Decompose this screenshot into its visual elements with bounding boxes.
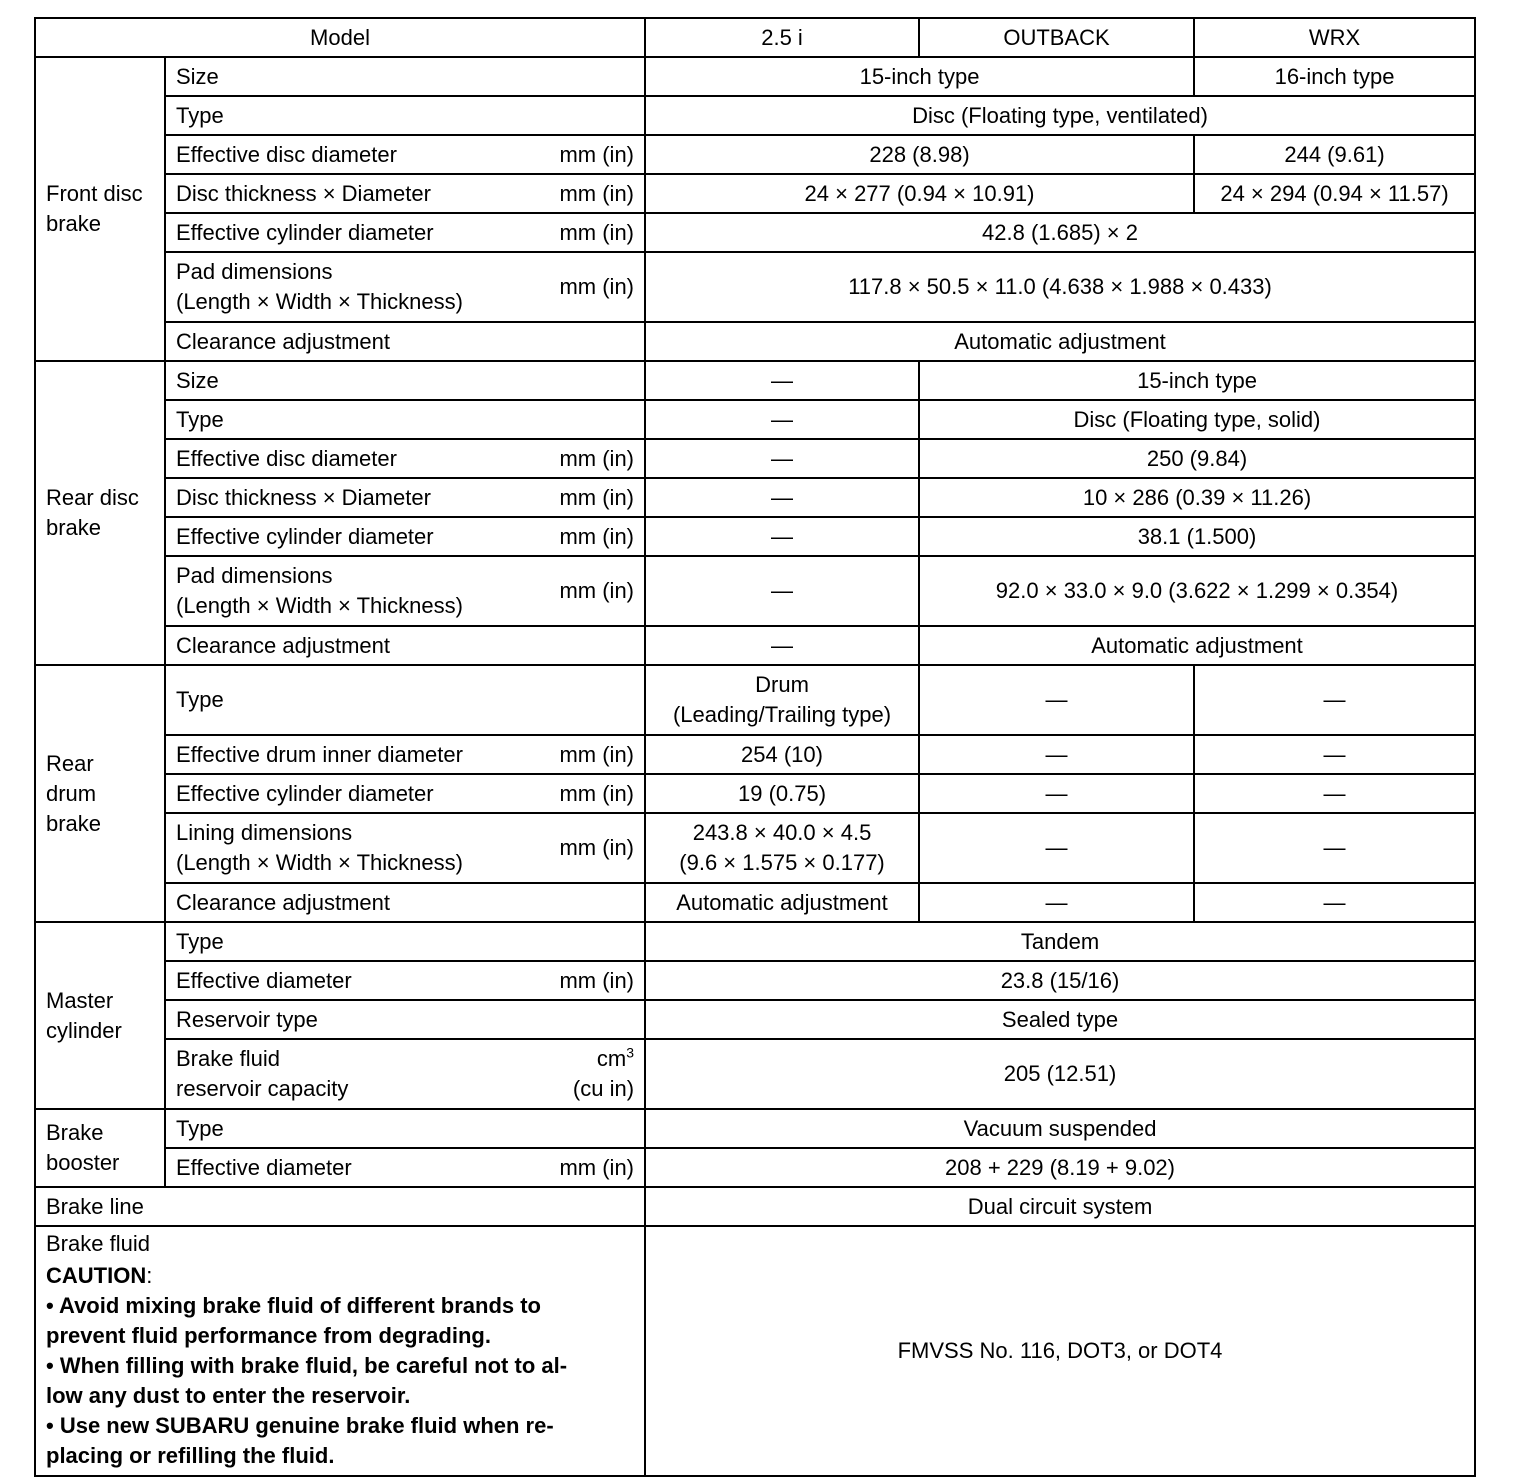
col-header-2-5i: 2.5 i bbox=[645, 18, 919, 57]
dash-cell: — bbox=[645, 439, 919, 478]
table-row bbox=[35, 322, 1475, 361]
item-label-text: reservoir capacity bbox=[176, 1076, 349, 1101]
caution-colon: : bbox=[146, 1263, 153, 1288]
value-cell bbox=[645, 665, 919, 735]
unit-label: mm (in) bbox=[559, 274, 635, 299]
dash-cell: — bbox=[645, 626, 919, 665]
item-label: Clearance adjustment bbox=[165, 883, 645, 922]
table-row bbox=[35, 883, 1475, 922]
dash-cell: — bbox=[645, 517, 919, 556]
group-brake-booster bbox=[35, 1109, 165, 1187]
value-cell: Dual circuit system bbox=[645, 1187, 1475, 1226]
item-label: Clearance adjustment bbox=[165, 626, 645, 665]
table-row bbox=[35, 478, 1475, 517]
caution-title bbox=[46, 1261, 634, 1291]
group-rear-disc-brake: Rear disc brake bbox=[35, 361, 165, 665]
unit-label: mm (in) bbox=[559, 219, 635, 245]
item-label-text: Effective cylinder diameter bbox=[176, 523, 434, 549]
brake-specifications-table bbox=[34, 17, 1476, 1477]
dash-cell: — bbox=[1194, 665, 1475, 735]
value-cell: 24 × 277 (0.94 × 10.91) bbox=[645, 174, 1194, 213]
value-cell: Tandem bbox=[645, 922, 1475, 961]
dash-cell: — bbox=[919, 774, 1194, 813]
table-row bbox=[35, 735, 1475, 774]
value-line: 243.8 × 40.0 × 4.5 bbox=[692, 820, 872, 845]
unit-label: mm (in) bbox=[559, 484, 635, 510]
item-label bbox=[165, 961, 645, 1000]
table-row bbox=[35, 665, 1475, 735]
caution-line: low any dust to enter the reservoir. bbox=[46, 1383, 411, 1408]
dash-cell: — bbox=[919, 813, 1194, 883]
dash-cell: — bbox=[645, 361, 919, 400]
dash-cell: — bbox=[1194, 883, 1475, 922]
dash-cell: — bbox=[1194, 735, 1475, 774]
value-cell: 38.1 (1.500) bbox=[919, 517, 1475, 556]
group-label-line: Rear bbox=[46, 750, 94, 776]
value-cell: 254 (10) bbox=[645, 735, 919, 774]
item-label-text: Disc thickness × Diameter bbox=[176, 180, 431, 206]
table-row bbox=[35, 922, 1475, 961]
value-cell: 208 + 229 (8.19 + 9.02) bbox=[645, 1148, 1475, 1187]
item-label bbox=[165, 556, 645, 626]
item-label-text: (Length × Width × Thickness) bbox=[176, 850, 463, 875]
item-label: Type bbox=[165, 665, 645, 735]
table-row bbox=[35, 439, 1475, 478]
group-label-line: cylinder bbox=[46, 1017, 122, 1043]
item-label: Size bbox=[165, 361, 645, 400]
value-cell: Disc (Floating type, ventilated) bbox=[645, 96, 1475, 135]
dash-cell: — bbox=[919, 883, 1194, 922]
table-row bbox=[35, 1148, 1475, 1187]
unit-cu-in: (cu in) bbox=[572, 1076, 635, 1101]
value-cell: Sealed type bbox=[645, 1000, 1475, 1039]
item-label: Type bbox=[165, 96, 645, 135]
item-label-text: Disc thickness × Diameter bbox=[176, 484, 431, 510]
item-label bbox=[165, 1039, 645, 1109]
table-row bbox=[35, 174, 1475, 213]
value-cell: 23.8 (15/16) bbox=[645, 961, 1475, 1000]
table-row bbox=[35, 1000, 1475, 1039]
value-cell: FMVSS No. 116, DOT3, or DOT4 bbox=[645, 1226, 1475, 1476]
item-label-text: Pad dimensions bbox=[176, 259, 333, 284]
item-label-text: Effective diameter bbox=[176, 1154, 352, 1180]
value-line: (Leading/Trailing type) bbox=[672, 702, 892, 727]
item-label bbox=[165, 478, 645, 517]
value-cell: 19 (0.75) bbox=[645, 774, 919, 813]
group-label-line: booster bbox=[46, 1150, 120, 1175]
group-label-line: Master bbox=[46, 987, 114, 1013]
table-row bbox=[35, 517, 1475, 556]
item-label: Type bbox=[165, 922, 645, 961]
header-row bbox=[35, 18, 1475, 57]
value-cell: 16-inch type bbox=[1194, 57, 1475, 96]
value-cell: 15-inch type bbox=[919, 361, 1475, 400]
col-header-outback: OUTBACK bbox=[919, 18, 1194, 57]
table-row bbox=[35, 361, 1475, 400]
unit-label: mm (in) bbox=[559, 141, 635, 167]
dash-cell: — bbox=[645, 556, 919, 626]
item-label bbox=[165, 135, 645, 174]
item-label bbox=[165, 517, 645, 556]
unit-label: mm (in) bbox=[559, 780, 635, 806]
unit-label: mm (in) bbox=[559, 835, 635, 860]
table-row bbox=[35, 813, 1475, 883]
item-label: Size bbox=[165, 57, 645, 96]
item-label-text: Effective cylinder diameter bbox=[176, 780, 434, 806]
model-header: Model bbox=[35, 18, 645, 57]
item-label bbox=[165, 174, 645, 213]
table-row bbox=[35, 213, 1475, 252]
caution-line: • Avoid mixing brake fluid of different brands to bbox=[46, 1293, 541, 1318]
dash-cell: — bbox=[645, 478, 919, 517]
unit-label: mm (in) bbox=[559, 445, 635, 471]
item-label bbox=[165, 213, 645, 252]
item-label-text: Effective disc diameter bbox=[176, 445, 397, 471]
item-label: Reservoir type bbox=[165, 1000, 645, 1039]
value-cell: 117.8 × 50.5 × 11.0 (4.638 × 1.988 × 0.433) bbox=[645, 252, 1475, 322]
caution-line: • Use new SUBARU genuine brake fluid when re- bbox=[46, 1413, 554, 1438]
item-label bbox=[165, 774, 645, 813]
item-label-text: Effective drum inner diameter bbox=[176, 741, 463, 767]
group-label-line: Brake bbox=[46, 1120, 104, 1145]
table-row bbox=[35, 1187, 1475, 1226]
unit-label: mm (in) bbox=[559, 180, 635, 206]
value-cell: 15-inch type bbox=[645, 57, 1194, 96]
table-row bbox=[35, 135, 1475, 174]
group-master-cylinder bbox=[35, 922, 165, 1109]
table-row bbox=[35, 1226, 1475, 1476]
caution-line: placing or refilling the fluid. bbox=[46, 1443, 335, 1468]
item-label-text: Effective diameter bbox=[176, 967, 352, 993]
caution-line: prevent fluid performance from degrading. bbox=[46, 1323, 491, 1348]
unit-label: mm (in) bbox=[559, 578, 635, 603]
item-label bbox=[165, 813, 645, 883]
unit-cm: cm bbox=[596, 1046, 627, 1071]
value-cell: 42.8 (1.685) × 2 bbox=[645, 213, 1475, 252]
caution-line: • When filling with brake fluid, be careful not to al- bbox=[46, 1353, 568, 1378]
value-cell: 250 (9.84) bbox=[919, 439, 1475, 478]
dash-cell: — bbox=[1194, 774, 1475, 813]
table-row bbox=[35, 556, 1475, 626]
item-label bbox=[165, 439, 645, 478]
table-row bbox=[35, 1109, 1475, 1148]
brake-line-label: Brake line bbox=[35, 1187, 645, 1226]
dash-cell: — bbox=[919, 665, 1194, 735]
item-label-text: Lining dimensions bbox=[176, 820, 353, 845]
table-row bbox=[35, 252, 1475, 322]
group-label-line: brake bbox=[46, 810, 102, 836]
item-label bbox=[165, 252, 645, 322]
dash-cell: — bbox=[645, 400, 919, 439]
group-rear-drum-brake bbox=[35, 665, 165, 922]
value-line: Drum bbox=[755, 672, 809, 697]
item-label-text: Effective disc diameter bbox=[176, 141, 397, 167]
caution-title-text: CAUTION bbox=[46, 1263, 147, 1288]
item-label: Clearance adjustment bbox=[165, 322, 645, 361]
brake-fluid-label: Brake fluid bbox=[46, 1231, 150, 1256]
table-row bbox=[35, 774, 1475, 813]
col-header-wrx: WRX bbox=[1194, 18, 1475, 57]
item-label: Type bbox=[165, 1109, 645, 1148]
value-cell bbox=[645, 813, 919, 883]
table-row bbox=[35, 400, 1475, 439]
value-cell: Vacuum suspended bbox=[645, 1109, 1475, 1148]
value-cell: 228 (8.98) bbox=[645, 135, 1194, 174]
value-cell: 24 × 294 (0.94 × 11.57) bbox=[1194, 174, 1475, 213]
item-label-text: (Length × Width × Thickness) bbox=[176, 289, 463, 314]
value-cell: 205 (12.51) bbox=[645, 1039, 1475, 1109]
item-label: Type bbox=[165, 400, 645, 439]
item-label-text: Pad dimensions bbox=[176, 563, 333, 588]
group-front-disc-brake: Front disc brake bbox=[35, 57, 165, 361]
table-row bbox=[35, 626, 1475, 665]
caution-block bbox=[46, 1261, 634, 1471]
value-cell: 244 (9.61) bbox=[1194, 135, 1475, 174]
value-cell: 92.0 × 33.0 × 9.0 (3.622 × 1.299 × 0.354) bbox=[919, 556, 1475, 626]
table-row bbox=[35, 961, 1475, 1000]
value-cell: Automatic adjustment bbox=[919, 626, 1475, 665]
unit-label: mm (in) bbox=[559, 741, 635, 767]
value-cell: Automatic adjustment bbox=[645, 883, 919, 922]
table-row bbox=[35, 96, 1475, 135]
value-cell: Automatic adjustment bbox=[645, 322, 1475, 361]
item-label-text: (Length × Width × Thickness) bbox=[176, 593, 463, 618]
dash-cell: — bbox=[1194, 813, 1475, 883]
unit-label: mm (in) bbox=[559, 967, 635, 993]
dash-cell: — bbox=[919, 735, 1194, 774]
item-label-text: Effective cylinder diameter bbox=[176, 219, 434, 245]
item-label bbox=[165, 1148, 645, 1187]
table-row bbox=[35, 57, 1475, 96]
unit-label: mm (in) bbox=[559, 523, 635, 549]
unit-superscript: 3 bbox=[626, 1044, 635, 1061]
value-cell: Disc (Floating type, solid) bbox=[919, 400, 1475, 439]
unit-label bbox=[573, 1044, 634, 1104]
item-label bbox=[165, 735, 645, 774]
item-label-text: Brake fluid bbox=[176, 1046, 280, 1071]
value-line: (9.6 × 1.575 × 0.177) bbox=[679, 850, 885, 875]
value-cell: 10 × 286 (0.39 × 11.26) bbox=[919, 478, 1475, 517]
table-row bbox=[35, 1039, 1475, 1109]
brake-fluid-cell bbox=[35, 1226, 645, 1476]
group-label-line: drum bbox=[46, 780, 97, 806]
unit-label: mm (in) bbox=[559, 1154, 635, 1180]
